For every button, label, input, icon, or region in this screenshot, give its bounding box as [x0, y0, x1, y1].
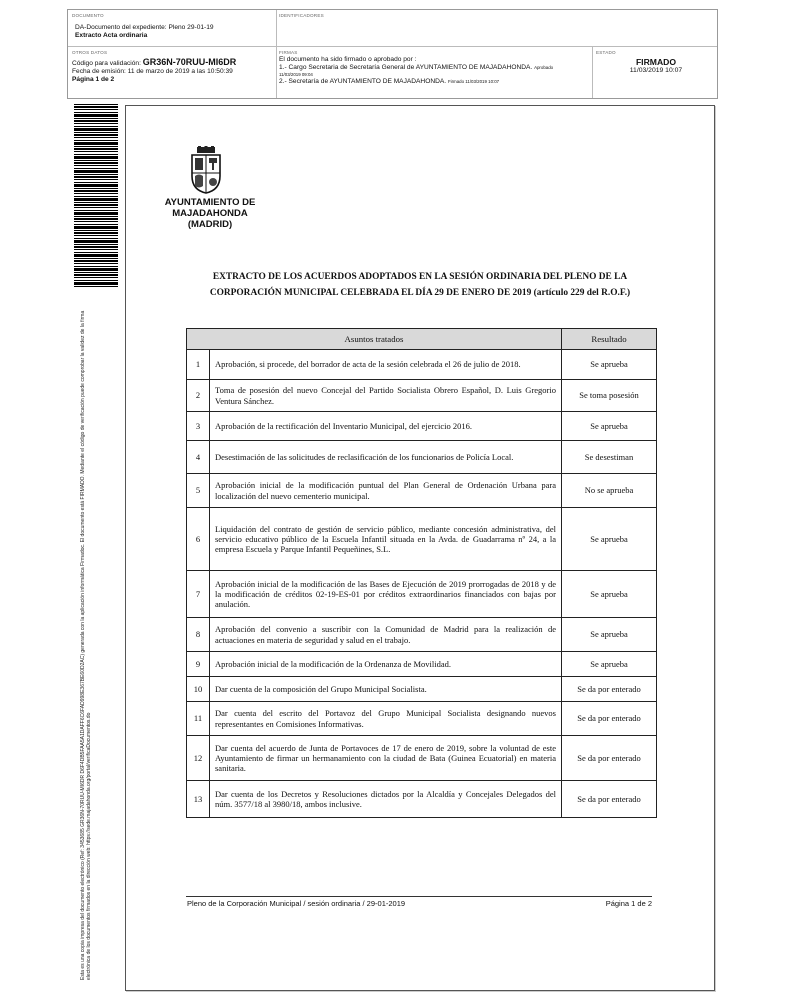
- codigo-prefix: Código para validación:: [72, 60, 141, 67]
- row-result: No se aprueba: [562, 474, 657, 508]
- agreements-table: [186, 328, 657, 818]
- footer-session: Pleno de la Corporación Municipal / sesión ordinaria / 29-01-2019: [187, 899, 406, 908]
- row-number: 7: [187, 571, 210, 618]
- table-row: [187, 350, 657, 380]
- doc-subtitle: Extracto Acta ordinaria: [75, 32, 148, 40]
- fecha-emision: Fecha de emisión: 11 de marzo de 2019 a las 10:50:39: [72, 68, 233, 76]
- page-title: [190, 270, 650, 301]
- table-row: [187, 508, 657, 571]
- row-number: 6: [187, 508, 210, 571]
- row-number: 8: [187, 618, 210, 652]
- row-result: Se aprueba: [562, 571, 657, 618]
- documento-label: DOCUMENTO: [72, 13, 104, 18]
- row-subject: Dar cuenta del escrito del Portavoz del Grupo Municipal Socialista designando nuevos representantes en Comisiones Informativas.: [210, 702, 562, 736]
- row-result: Se da por enterado: [562, 702, 657, 736]
- table-row: [187, 677, 657, 702]
- row-result: Se da por enterado: [562, 781, 657, 818]
- signature-header: [67, 9, 718, 99]
- table-row: [187, 736, 657, 781]
- validation-code: GR36N-70RUU-MI6DR: [142, 57, 237, 67]
- row-subject: Liquidación del contrato de gestión de servicio público, mediante concesión administrativa, del servicio educativo público de la Escuela Infantil situada en la Avda. de Guadarrama nº 24, a la empresa Escuela y Parque Infantil Pequeñines, S.L.: [210, 508, 562, 571]
- otros-datos-label: OTROS DATOS: [72, 50, 108, 55]
- table-row: [187, 702, 657, 736]
- documento-cell: [72, 13, 272, 40]
- row-result: Se aprueba: [562, 350, 657, 380]
- row-number: 11: [187, 702, 210, 736]
- row-number: 4: [187, 441, 210, 474]
- row-number: 5: [187, 474, 210, 508]
- row-result: Se aprueba: [562, 412, 657, 441]
- row-number: 1: [187, 350, 210, 380]
- row-result: Se aprueba: [562, 652, 657, 677]
- row-subject: Aprobación del convenio a suscribir con la Comunidad de Madrid para la realización de actuaciones en materia de seguridad y salud en el trabajo.: [210, 618, 562, 652]
- otros-datos-cell: [72, 50, 274, 85]
- firmas-label: FIRMAS: [279, 50, 298, 55]
- identificadores-label: IDENTIFICADORES: [279, 13, 324, 18]
- row-result: Se da por enterado: [562, 677, 657, 702]
- row-result: Se aprueba: [562, 508, 657, 571]
- row-subject: Aprobación inicial de la modificación de la Ordenanza de Movilidad.: [210, 652, 562, 677]
- table-row: [187, 412, 657, 441]
- title-line-1: EXTRACTO DE LOS ACUERDOS ADOPTADOS EN LA SESIÓN ORDINARIA DEL PLENO DE LA: [212, 272, 628, 282]
- row-result: Se aprueba: [562, 618, 657, 652]
- row-result: Se toma posesión: [562, 380, 657, 412]
- table-row: [187, 781, 657, 818]
- verification-side-text: Esta es una copia impresa del documento electrónico (Ref: 3453685 GR36N-70RUU-MI6DR D6F4DB5FAA5A1DAFF6C6FAD998E367BE60D2AC) generada con la aplicación informática Firmadoc. El documento está FIRMADO. Mediante el código de verificación puede comprobar la validez de la firma electrónica de los documentos firmados en la dirección web: https://sede.majadahonda.org/portal/verificaDocumentos.do: [80, 310, 93, 980]
- estado-fecha: 11/03/2019 10:07: [629, 67, 683, 74]
- entity-line-2: MAJADAHONDA: [172, 207, 248, 219]
- row-number: 9: [187, 652, 210, 677]
- footer-rule: [186, 896, 652, 897]
- row-number: 12: [187, 736, 210, 781]
- row-number: 13: [187, 781, 210, 818]
- entity-name: [150, 198, 270, 230]
- firma-1-status: Aprobado: [534, 65, 554, 71]
- table-row: [187, 380, 657, 412]
- row-subject: Aprobación inicial de la modificación puntual del Plan General de Ordenación Urbana para localización del nuevo cementerio municipal.: [210, 474, 562, 508]
- firma-2-status: Firmado 11/03/2019 10:07: [447, 79, 500, 85]
- title-line-2: CORPORACIÓN MUNICIPAL CELEBRADA EL DÍA 29 DE ENERO DE 2019 (artículo 229 del R.O.F.): [209, 287, 631, 298]
- table-row: [187, 618, 657, 652]
- row-subject: Dar cuenta de los Decretos y Resoluciones dictados por la Alcaldía y Concejales Delegados del núm. 3577/18 al 3980/18, ambos inclusive.: [210, 781, 562, 818]
- table-header-row: [187, 329, 657, 350]
- table-row: [187, 474, 657, 508]
- firmas-cell: [279, 50, 589, 87]
- col-resultado: Resultado: [562, 329, 657, 350]
- row-subject: Aprobación de la rectificación del Inventario Municipal, del ejercicio 2016.: [210, 412, 562, 441]
- row-number: 2: [187, 380, 210, 412]
- barcode: [74, 104, 118, 287]
- table-row: [187, 571, 657, 618]
- table-row: [187, 441, 657, 474]
- col-asuntos: Asuntos tratados: [187, 329, 562, 350]
- row-number: 3: [187, 412, 210, 441]
- row-result: Se desestiman: [562, 441, 657, 474]
- page-count: Página 1 de 2: [72, 76, 115, 84]
- coat-of-arms-icon: [188, 146, 224, 194]
- row-subject: Dar cuenta del acuerdo de Junta de Portavoces de 17 de enero de 2019, sobre la voluntad de este Ayuntamiento de firmar un hermanamiento con la ciudad de Bata (Guinea Ecuatorial) en materia sanitaria.: [210, 736, 562, 781]
- firmas-intro: El documento ha sido firmado o aprobado por :: [279, 56, 417, 63]
- entity-line-1: AYUNTAMIENTO DE: [164, 197, 256, 208]
- estado-cell: [596, 50, 716, 74]
- footer-page-number: Página 1 de 2: [605, 899, 652, 908]
- firma-1-date: 11/03/2019 09:04: [279, 72, 313, 78]
- table-row: [187, 652, 657, 677]
- identificadores-cell: [279, 13, 324, 18]
- row-subject: Desestimación de las solicitudes de reclasificación de los funcionarios de Policía Local.: [210, 441, 562, 474]
- row-subject: Aprobación inicial de la modificación de las Bases de Ejecución de 2019 prorrogadas de 2018 y de la modificación de créditos 02-19-ES-01 por créditos extraordinarios financiados con bajas por anulación.: [210, 571, 562, 618]
- entity-line-3: (MADRID): [187, 218, 233, 230]
- doc-title: DA-Documento del expediente: Pleno 29-01-19: [75, 24, 214, 31]
- estado-value: FIRMADO: [635, 57, 677, 67]
- row-result: Se da por enterado: [562, 736, 657, 781]
- row-number: 10: [187, 677, 210, 702]
- row-subject: Toma de posesión del nuevo Concejal del Partido Socialista Obrero Español, D. Luis Gregorio Ventura Sánchez.: [210, 380, 562, 412]
- firma-2: 2.- Secretaría de AYUNTAMIENTO DE MAJADAHONDA.: [279, 78, 447, 86]
- row-subject: Aprobación, si procede, del borrador de acta de la sesión celebrada el 26 de julio de 2018.: [210, 350, 562, 380]
- row-subject: Dar cuenta de la composición del Grupo Municipal Socialista.: [210, 677, 562, 702]
- estado-label: ESTADO: [596, 50, 616, 55]
- firma-1: 1.- Cargo Secretaria de Secretaría General de AYUNTAMIENTO DE MAJADAHONDA.: [279, 64, 533, 72]
